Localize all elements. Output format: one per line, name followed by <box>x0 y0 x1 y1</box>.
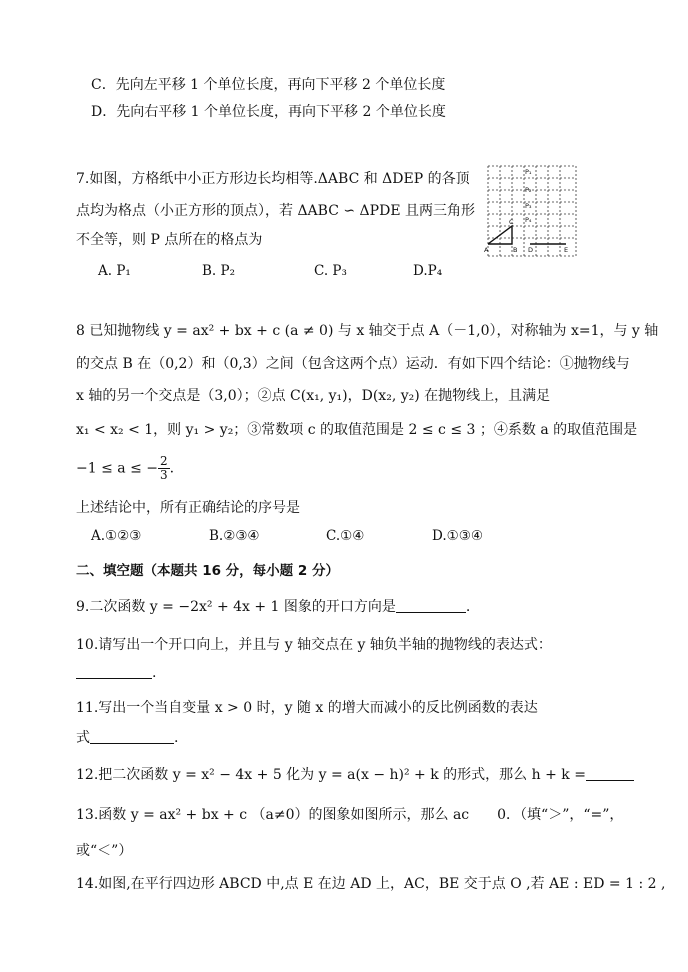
q7-option-b: B. P₂ <box>202 263 235 279</box>
q8-fraction-denominator: 3 <box>159 468 168 482</box>
q7-option-a: A. P₁ <box>98 263 131 279</box>
q8-line-2: 的交点 B 在（0,2）和（0,3）之间（包含这两个点）运动．有如下四个结论：①抛物线与 <box>76 356 630 372</box>
q7-label-d: D <box>528 246 534 254</box>
q7-label-a: A <box>484 246 489 254</box>
q8-line-5 <box>76 455 174 482</box>
q8-option-d: D.①③④ <box>432 528 483 544</box>
q11-line-1: 11.写出一个当自变量 x > 0 时，y 随 x 的增大而减小的反比例函数的表达 <box>76 700 538 716</box>
q14-line-1: 14.如图,在平行四边形 ABCD 中,点 E 在边 AD 上，AC，BE 交于点 O ,若 AE : ED = 1 : 2 , <box>76 876 666 892</box>
q10-line-2 <box>76 662 156 684</box>
q9-text: 9.二次函数 y = −2x² + 4x + 1 图象的开口方向是 <box>76 599 396 615</box>
q11-end: . <box>174 730 179 746</box>
q12-line <box>76 764 634 786</box>
q7-option-d: D.P₄ <box>413 263 443 279</box>
q9-end: . <box>465 599 471 615</box>
q8-line-4: x₁ < x₂ < 1，则 y₁ > y₂；③常数项 c 的取值范围是 2 ≤ c ≤ 3 ；④系数 a 的取值范围是 <box>76 422 638 438</box>
q7-label-p2: P₂ <box>525 186 532 194</box>
q8-fraction <box>158 455 170 482</box>
q7-line-1: 7.如图，方格纸中小正方形边长均相等.ΔABC 和 ΔDEP 的各顶 <box>76 171 470 187</box>
q11-text-2: 式 <box>76 730 90 746</box>
q6-option-c: C．先向左平移 1 个单位长度，再向下平移 2 个单位长度 <box>91 77 446 93</box>
q7-line-3: 不全等，则 P 点所在的格点为 <box>76 232 263 248</box>
q7-line-2: 点均为格点（小正方形的顶点），若 ΔABC ∽ ΔPDE 且两三角形 <box>76 203 475 219</box>
q13-line-1: 13.函数 y = ax² + bx + c （a≠0）的图象如图所示，那么 ac 0．（填“＞”，“=”， <box>76 807 624 823</box>
q8-option-b: B.②③④ <box>209 528 260 544</box>
q9-answer-blank[interactable] <box>396 598 466 613</box>
q7-label-b: B <box>513 246 518 254</box>
q11-line-2 <box>76 727 178 749</box>
q7-label-p3: P₃ <box>525 202 532 210</box>
q7-label-p1: P₁ <box>525 168 532 176</box>
q6-option-d: D．先向右平移 1 个单位长度，再向下平移 2 个单位长度 <box>91 104 446 120</box>
q8-line-1: 8 已知抛物线 y = ax² + bx + c (a ≠ 0) 与 x 轴交于点 A（－1,0），对称轴为 x=1，与 y 轴 <box>76 323 659 339</box>
q12-text: 12.把二次函数 y = x² − 4x + 5 化为 y = a(x − h)² + k 的形式，那么 h + k = <box>76 767 586 783</box>
q8-line-6: 上述结论中，所有正确结论的序号是 <box>76 500 300 516</box>
q8-fraction-numerator: 2 <box>159 454 168 468</box>
q7-grid-figure <box>484 162 580 260</box>
q8-a-range-suffix: . <box>169 460 175 477</box>
q9-line <box>76 596 470 618</box>
q7-label-e: E <box>564 246 569 254</box>
q13-line-2: 或“＜”） <box>76 843 133 859</box>
q8-option-a: A.①②③ <box>91 528 142 544</box>
q10-line-1: 10.请写出一个开口向上，并且与 y 轴交点在 y 轴负半轴的抛物线的表达式： <box>76 637 552 653</box>
q7-label-c: C <box>509 218 514 226</box>
q12-answer-blank[interactable] <box>586 766 634 781</box>
q7-label-p4: P₄ <box>525 216 532 224</box>
q8-line-3: x 轴的另一个交点是（3,0）；②点 C(x₁, y₁)，D(x₂, y₂) 在抛物线上，且满足 <box>76 388 551 404</box>
q8-a-range-prefix: −1 ≤ a ≤ − <box>76 460 158 477</box>
q10-answer-blank[interactable] <box>76 664 152 679</box>
q7-option-c: C. P₃ <box>314 263 347 279</box>
q10-end: . <box>152 665 157 681</box>
section-heading-fill-in: 二、填空题（本题共 16 分，每小题 2 分） <box>76 563 339 579</box>
q11-answer-blank[interactable] <box>90 729 174 744</box>
q8-option-c: C.①④ <box>326 528 365 544</box>
